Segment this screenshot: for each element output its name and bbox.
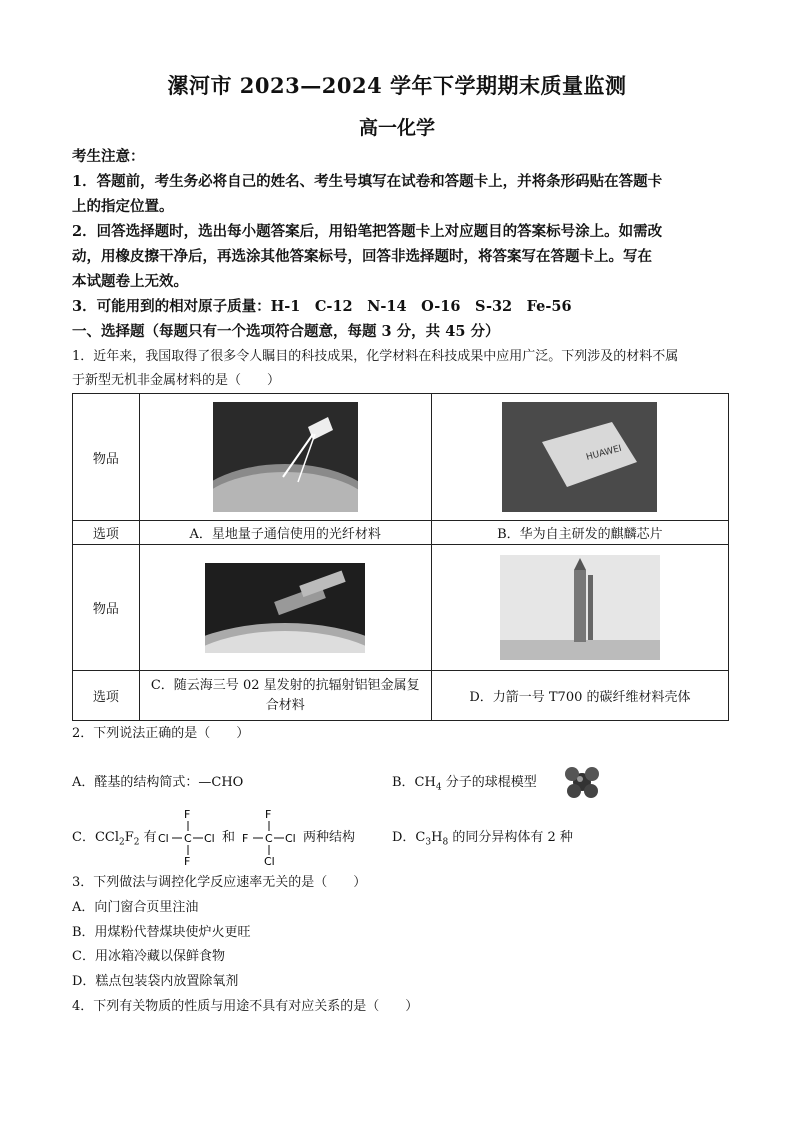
q2-option-c-mid: F — [124, 830, 134, 845]
s1-top-atom: F — [184, 808, 191, 821]
q3-option-d[interactable]: D．糕点包装袋内放置除氧剂 — [72, 974, 239, 989]
q2-option-d-post: 的同分异构体有 2 种 — [448, 830, 573, 845]
q2-option-a[interactable]: A．醛基的结构简式：—CHO — [72, 775, 244, 790]
s1-bottom-atom: F — [184, 855, 191, 868]
image-cell-c — [139, 545, 431, 671]
s2-right-atom: Cl — [285, 832, 296, 845]
s1-right-atom: Cl — [204, 832, 215, 845]
q2-option-c-has: 有 — [139, 830, 157, 845]
notice-heading: 考生注意： — [72, 148, 145, 165]
q2-option-d-pre: D．C — [392, 830, 426, 845]
s2-top-atom: F — [265, 808, 272, 821]
satellite-earth-image — [213, 402, 358, 512]
row-label-item-2: 物品 — [73, 545, 140, 671]
q1-stem-b: 于新型无机非金属材料的是（ ） — [72, 373, 281, 388]
q2-stem: 2．下列说法正确的是（ ） — [72, 726, 250, 741]
q2-option-c-pre: C．CCl — [72, 830, 119, 845]
notice-item-2b: 动，用橡皮擦干净后，再选涂其他答案标号，回答非选择题时，将答案写在答题卡上。写在 — [72, 248, 652, 265]
structure-1 — [157, 807, 221, 869]
structure-2 — [238, 807, 302, 869]
q2-option-b-pre: B．CH — [392, 775, 436, 790]
q1-option-c-line2: 合材料 — [265, 697, 305, 713]
q2-option-b-post: 分子的球棍模型 — [441, 775, 537, 790]
s1-center-atom: C — [184, 832, 192, 845]
chip-image — [502, 402, 657, 512]
s2-center-atom: C — [265, 832, 273, 845]
image-cell-b — [431, 394, 728, 521]
notice-item-3: 3．可能用到的相对原子质量：H-1 C-12 N-14 O-16 S-32 Fe-56 — [72, 298, 572, 315]
q1-option-b[interactable]: B．华为自主研发的麒麟芯片 — [431, 521, 728, 545]
row-label-option: 选项 — [73, 521, 140, 545]
q1-option-c-line1: C．随云海三号 02 星发射的抗辐射铝钽金属复 — [150, 677, 420, 693]
notice-item-2c: 本试题卷上无效。 — [72, 273, 188, 290]
q3-stem: 3．下列做法与调控化学反应速率无关的是（ ） — [72, 875, 367, 890]
q2-option-d-sub1: 3 — [425, 837, 432, 848]
q2-option-d-sub2: 8 — [442, 837, 449, 848]
ch4-ball-model-icon — [562, 762, 602, 802]
q2-option-c-sub1: 2 — [119, 837, 125, 848]
rocket-image — [500, 555, 660, 660]
q1-option-d[interactable]: D．力箭一号 T700 的碳纤维材料壳体 — [431, 671, 728, 721]
q1-stem-a: 1．近年来，我国取得了很多令人瞩目的科技成果，化学材料在科技成果中应用广泛。下列涉及的材料不属 — [72, 349, 679, 364]
q2-option-d-mid: H — [431, 830, 443, 845]
satellite-orbit-image — [205, 563, 365, 653]
q1-option-c[interactable] — [139, 671, 431, 721]
notice-item-2a: 2．回答选择题时，选出每小题答案后，用铅笔把答题卡上对应题目的答案标号涂上。如需改 — [72, 223, 663, 240]
q1-option-a[interactable]: A．星地量子通信使用的光纤材料 — [139, 521, 431, 545]
image-cell-a — [139, 394, 431, 521]
row-label-item: 物品 — [73, 394, 140, 521]
q2-option-b-sub: 4 — [435, 782, 442, 793]
image-cell-d — [431, 545, 728, 671]
q2-option-c-sub2: 2 — [133, 837, 140, 848]
notice-item-1a: 1．答题前，考生务必将自己的姓名、考生号填写在试卷和答题卡上，并将条形码贴在答题卡 — [72, 173, 663, 190]
s2-left-atom: F — [242, 832, 249, 845]
s1-left-atom: Cl — [158, 832, 169, 845]
notice-item-1b: 上的指定位置。 — [72, 198, 174, 215]
q2-option-c-and: 和 — [222, 830, 236, 845]
q4-stem: 4．下列有关物质的性质与用途不具有对应关系的是（ ） — [72, 999, 419, 1014]
q3-option-b[interactable]: B．用煤粉代替煤块使炉火更旺 — [72, 925, 251, 940]
section-heading: 一、选择题（每题只有一个选项符合题意，每题 3 分，共 45 分） — [72, 323, 500, 340]
q2-option-c-post: 两种结构 — [303, 830, 356, 845]
q1-options-table — [72, 393, 729, 721]
exam-title: 漯河市 2023—2024 学年下学期期末质量监测 — [167, 73, 627, 98]
exam-subtitle: 高一化学 — [358, 117, 435, 139]
q3-option-c[interactable]: C．用冰箱冷藏以保鲜食物 — [72, 949, 225, 964]
q3-option-a[interactable]: A．向门窗合页里注油 — [72, 900, 199, 915]
s2-bottom-atom: Cl — [264, 855, 275, 868]
chip-brand-text: HUAWEI — [585, 443, 624, 463]
q2-option-d[interactable] — [392, 826, 652, 855]
row-label-option-2: 选项 — [73, 671, 140, 721]
